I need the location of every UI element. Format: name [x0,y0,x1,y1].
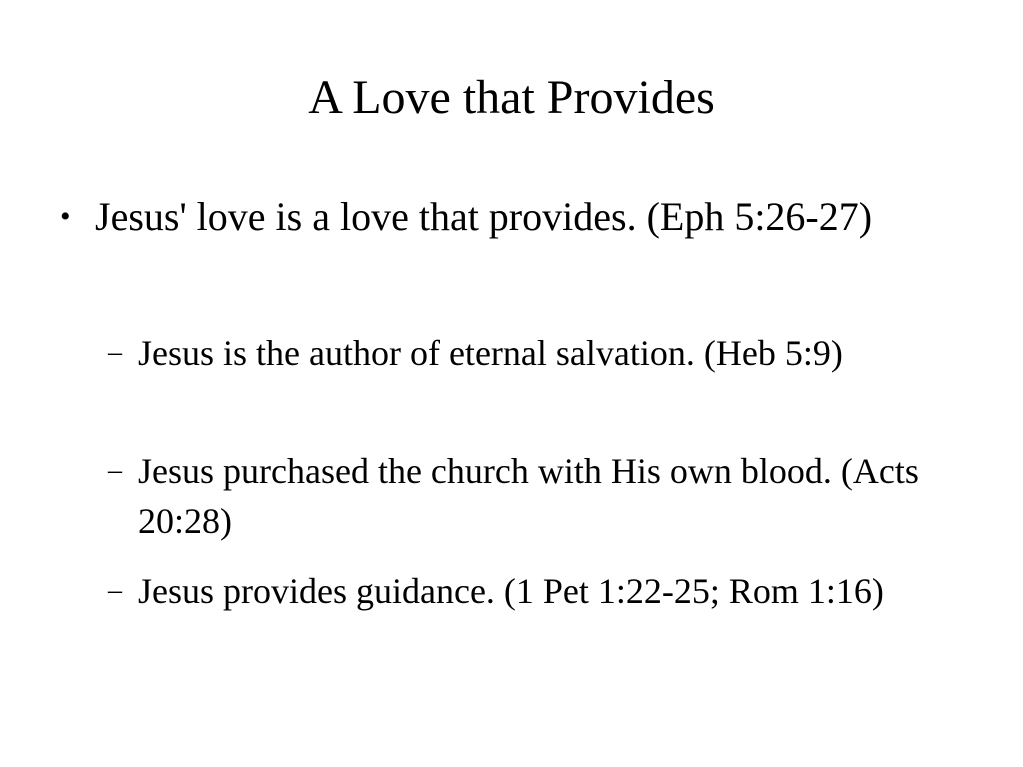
bullet-marker: • [60,200,71,233]
bullet-text: Jesus' love is a love that provides. (Eph 5:26-27) [95,194,873,239]
subbullet-text: Jesus provides guidance. (1 Pet 1:22-25; Rom 1:16) [138,571,884,611]
subbullet-marker: – [108,455,122,486]
subbullet-marker: – [108,575,122,606]
subbullet-marker: – [108,337,122,368]
subbullet-text: Jesus is the author of eternal salvation. (Heb 5:9) [138,333,843,373]
subbullet-text: Jesus purchased the church with His own blood. (Acts 20:28) [138,451,919,541]
slide-title: A Love that Provides [308,71,715,124]
